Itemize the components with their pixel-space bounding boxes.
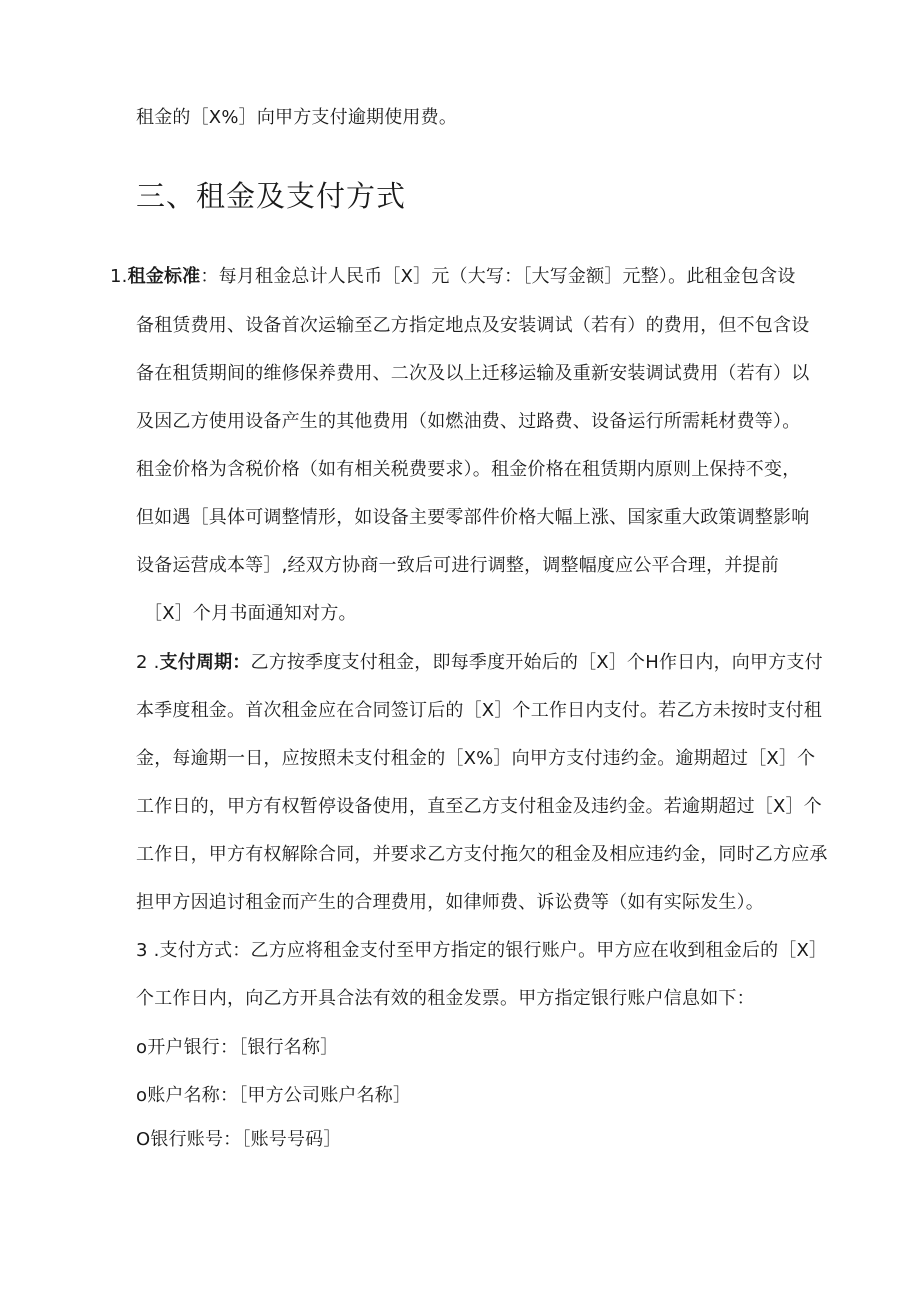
item2-line-1: 本季度租金。首次租金应在合同签订后的［X］个工作日内支付。若乙方未按时支付租 xyxy=(136,700,822,721)
item1-line-1: 备租赁费用、设备首次运输至乙方指定地点及安装调试（若有）的费用，但不包含设 xyxy=(136,315,810,336)
bank-name-line: o开户银行：［银行名称］ xyxy=(136,1037,339,1058)
item2-first-line xyxy=(136,651,823,675)
item2-line-4: 工作日，甲方有权解除合同，并要求乙方支付拖欠的租金及相应违约金，同时乙方应承 xyxy=(136,844,828,865)
item2-line-0: 乙方按季度支付租金，即每季度开始后的［X］个H作日内，向甲方支付 xyxy=(250,652,823,673)
item1-number: 1. xyxy=(110,266,128,287)
item1-line-3: 及因乙方使用设备产生的其他费用（如燃油费、过路费、设备运行所需耗材费等）。 xyxy=(136,411,801,432)
item3-line-1: 个工作日内，向乙方开具合法有效的租金发票。甲方指定银行账户信息如下： xyxy=(136,988,755,1009)
account-number-line: O银行账号：［账号号码］ xyxy=(136,1129,342,1150)
item3-line-0: 3 .支付方式：乙方应将租金支付至甲方指定的银行账户。甲方应在收到租金后的［X］ xyxy=(136,940,828,961)
item1-line-5: 但如遇［具体可调整情形，如设备主要零部件价格大幅上涨、国家重大政策调整影响 xyxy=(136,507,810,528)
item2-label: 支付周期： xyxy=(159,652,251,673)
item1-first-line xyxy=(110,265,796,289)
item1-line-7: ［X］个月书面通知对方。 xyxy=(144,603,357,624)
item2-line-5: 担甲方因追讨租金而产生的合理费用，如律师费、诉讼费等（如有实际发生）。 xyxy=(136,892,764,913)
item1-label: 租金标准 xyxy=(127,266,201,287)
item2-line-3: 工作日的，甲方有权暂停设备使用，直至乙方支付租金及违约金。若逾期超过［X］个 xyxy=(136,796,822,817)
item1-line-0: ：每月租金总计人民币［X］元（大写：［大写金额］元整）。此租金包含设 xyxy=(200,266,796,287)
item2-line-2: 金，每逾期一日，应按照未支付租金的［X%］向甲方支付违约金。逾期超过［X］个 xyxy=(136,748,816,769)
item1-line-6: 设备运营成本等］,经双方协商一致后可进行调整，调整幅度应公平合理，并提前 xyxy=(136,555,779,576)
carry-over-text: 租金的［X%］向甲方支付逾期使用费。 xyxy=(136,107,458,128)
section-heading: 三、租金及支付方式 xyxy=(136,179,407,213)
item1-line-4: 租金价格为含税价格（如有相关税费要求）。租金价格在租赁期内原则上保持不变， xyxy=(136,459,801,480)
account-name-line: o账户名称：［甲方公司账户名称］ xyxy=(136,1085,412,1106)
item2-number: 2 . xyxy=(136,652,160,673)
item1-line-2: 备在租赁期间的维修保养费用、二次及以上迁移运输及重新安装调试费用（若有）以 xyxy=(136,363,810,384)
